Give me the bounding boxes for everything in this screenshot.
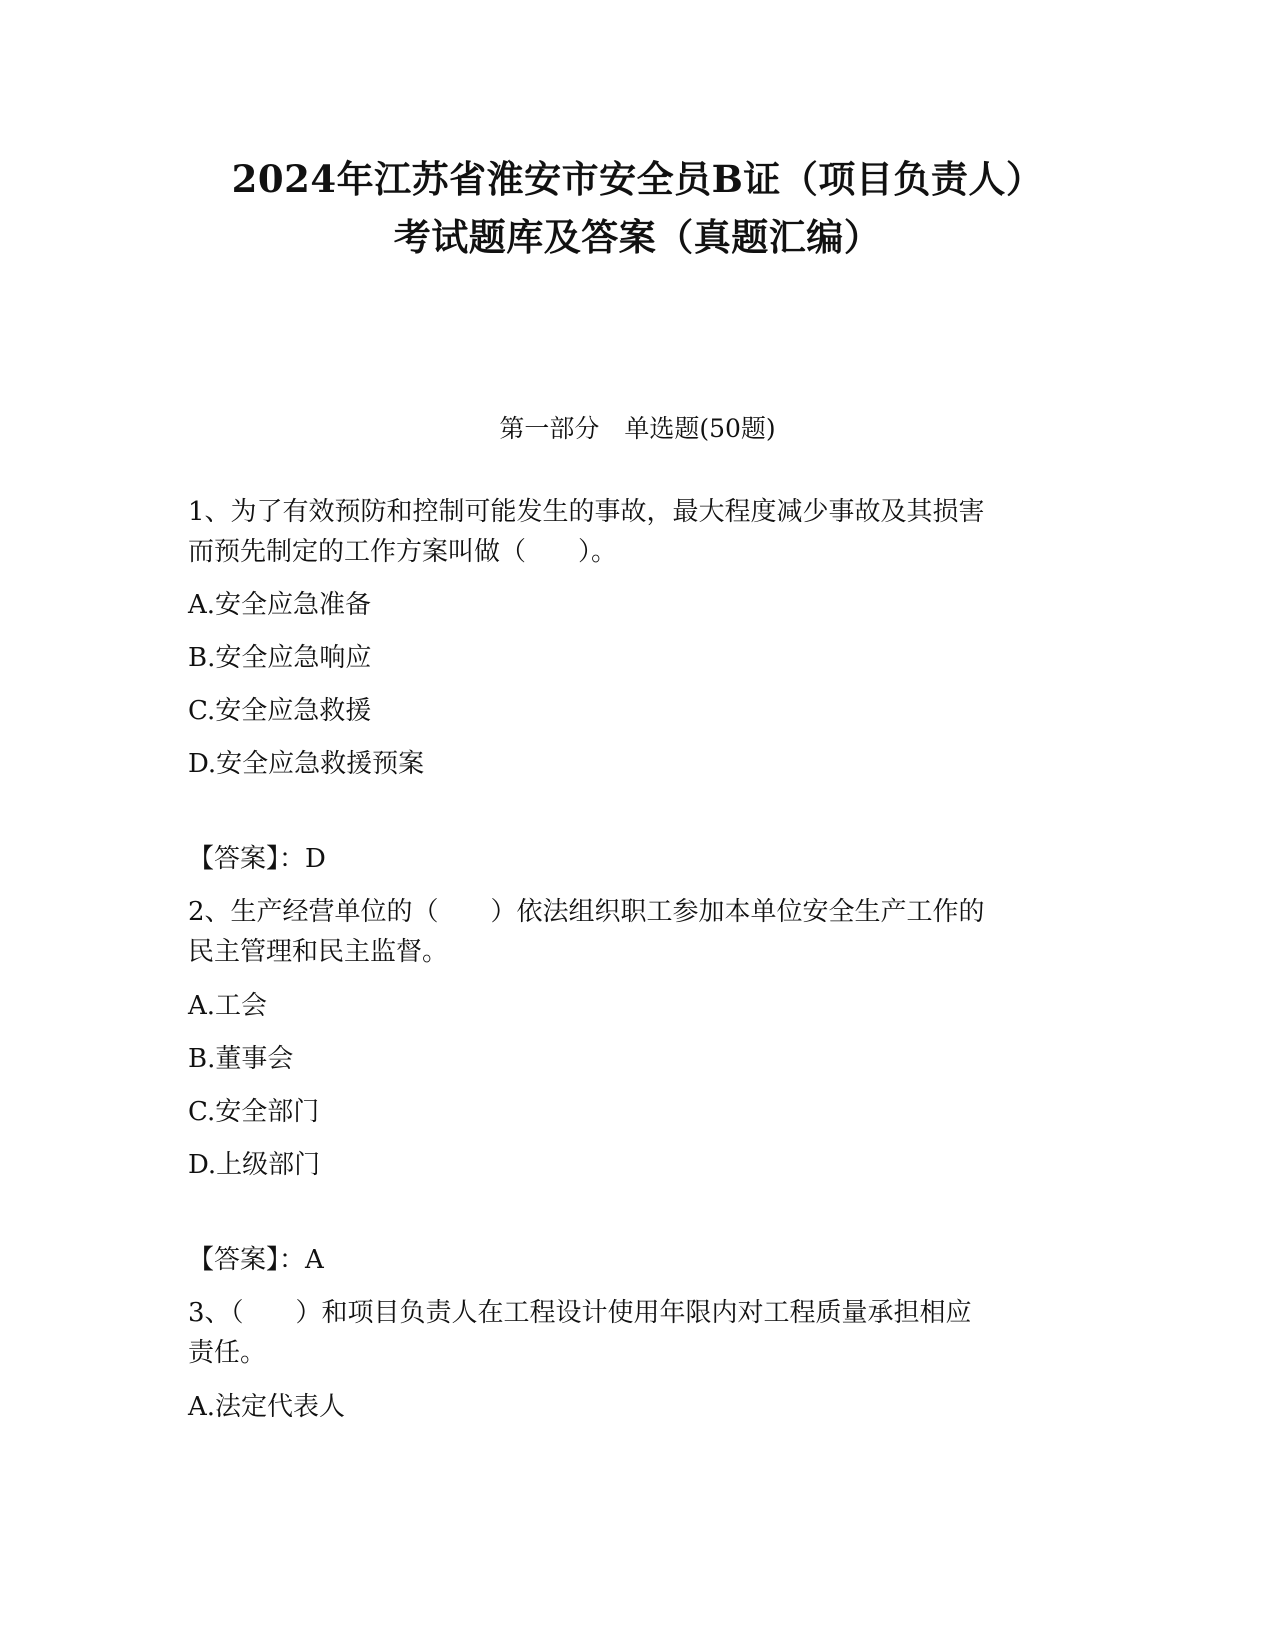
question-1-stem-line-2: 而预先制定的工作方案叫做（ ）。 bbox=[188, 537, 618, 567]
question-2-option-b: B.董事会 bbox=[188, 1044, 294, 1074]
document-title-line-1: 2024年江苏省淮安市安全员B证（项目负责人） bbox=[231, 157, 1044, 201]
question-1-stem-line-1: 1、为了有效预防和控制可能发生的事故，最大程度减少事故及其损害 bbox=[188, 497, 985, 527]
question-1-answer: 【答案】：D bbox=[188, 844, 326, 874]
question-3-option-a: A.法定代表人 bbox=[188, 1392, 346, 1422]
question-2-option-d: D.上级部门 bbox=[188, 1150, 321, 1180]
question-1-option-a: A.安全应急准备 bbox=[188, 590, 372, 620]
question-2-stem-line-1: 2、生产经营单位的（ ）依法组织职工参加本单位安全生产工作的 bbox=[188, 897, 985, 927]
question-3-stem-line-2: 责任。 bbox=[188, 1338, 267, 1368]
question-1-option-b: B.安全应急响应 bbox=[188, 643, 372, 673]
section-heading: 第一部分 单选题(50题) bbox=[499, 414, 776, 443]
question-2-stem-line-2: 民主管理和民主监督。 bbox=[188, 937, 449, 967]
question-1-option-d: D.安全应急救援预案 bbox=[188, 749, 425, 779]
question-1-option-c: C.安全应急救援 bbox=[188, 696, 372, 726]
question-2-option-a: A.工会 bbox=[188, 991, 268, 1021]
question-3-stem-line-1: 3、（ ）和项目负责人在工程设计使用年限内对工程质量承担相应 bbox=[188, 1298, 972, 1328]
question-2-answer: 【答案】：A bbox=[188, 1245, 324, 1275]
question-2-option-c: C.安全部门 bbox=[188, 1097, 320, 1127]
document-title-line-2: 考试题库及答案（真题汇编） bbox=[393, 215, 882, 259]
